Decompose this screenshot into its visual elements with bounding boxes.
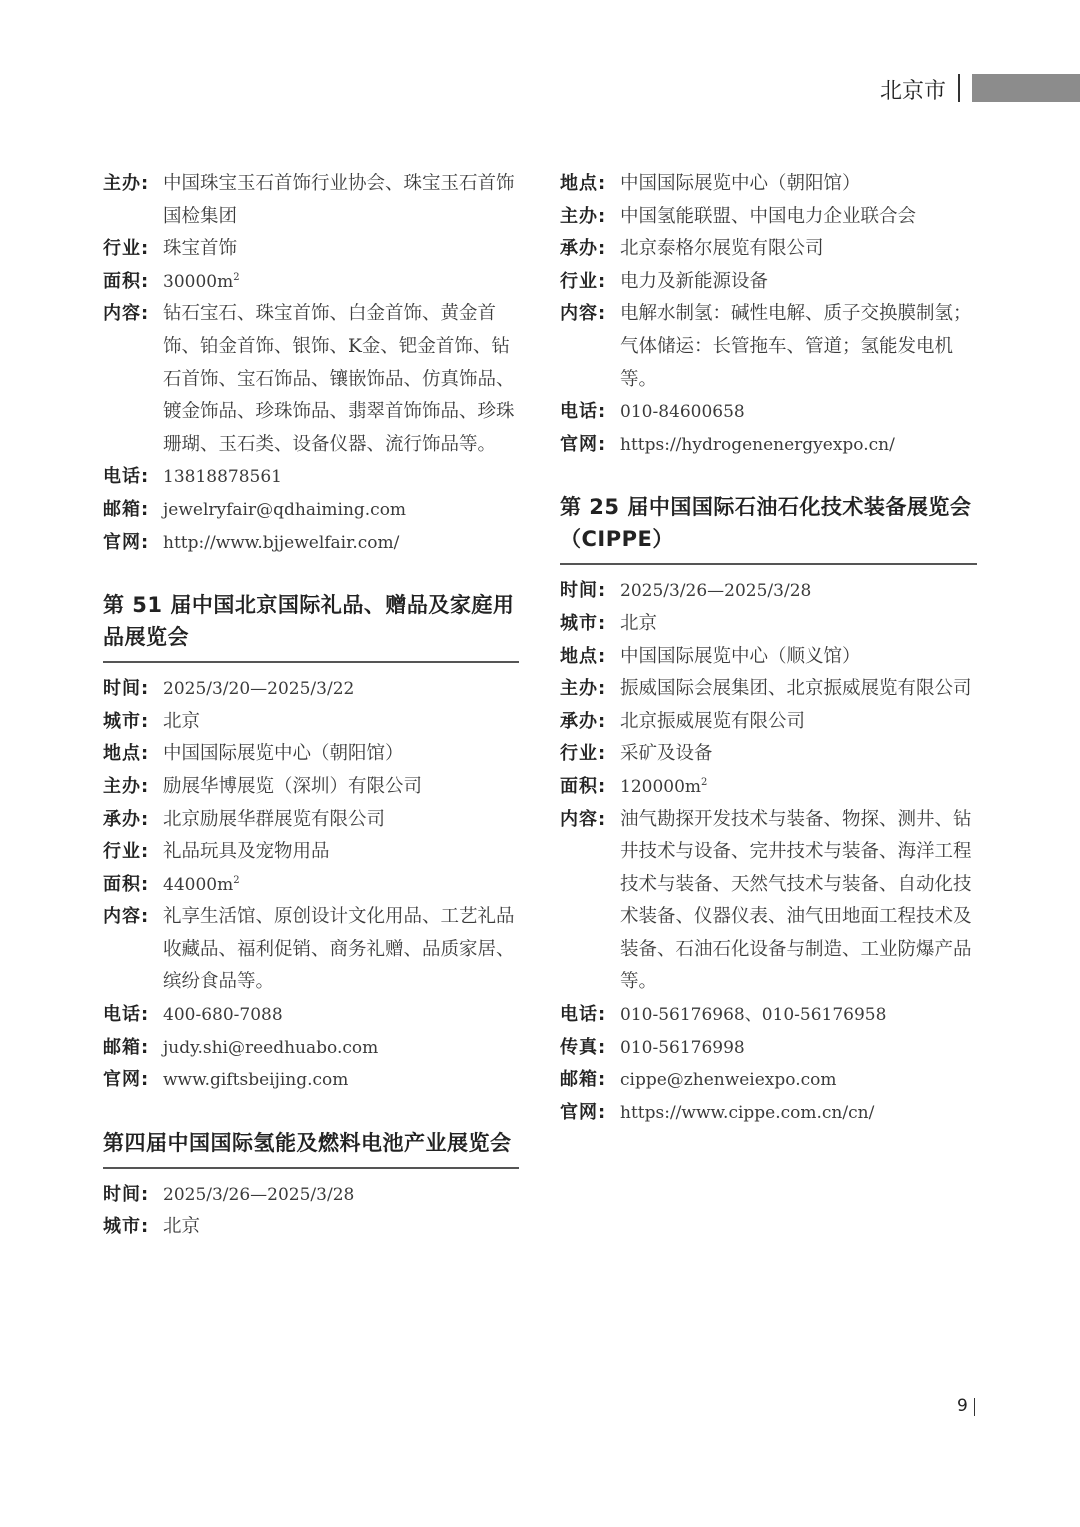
organizer-value: 振威国际会展集团、北京振威展览有限公司 bbox=[620, 678, 972, 700]
entry-hydrogen bbox=[103, 1127, 519, 1244]
host-value: 北京励展华群展览有限公司 bbox=[163, 808, 386, 830]
host-value: 北京泰格尔展览有限公司 bbox=[620, 238, 824, 260]
area-superscript: 2 bbox=[233, 271, 240, 283]
phone-value: 010-56176968、010-56176958 bbox=[620, 1005, 887, 1026]
website-link[interactable]: https://hydrogenenergyexpo.cn/ bbox=[620, 434, 895, 455]
area-number: 44000m bbox=[163, 874, 234, 895]
field-label: 电话: bbox=[560, 1004, 607, 1026]
page-number: 9 bbox=[957, 1396, 968, 1416]
phone-value: 13818878561 bbox=[163, 467, 282, 488]
entry-hydrogen-continued bbox=[560, 168, 977, 461]
field-label: 行业: bbox=[103, 841, 150, 863]
entry-title: 第 25 届中国国际石油石化技术装备展览会（CIPPE） bbox=[560, 491, 977, 565]
field-label: 主办: bbox=[103, 173, 150, 194]
header-city: 北京市 bbox=[880, 79, 947, 104]
website-link[interactable]: www.giftsbeijing.com bbox=[163, 1070, 349, 1091]
left-column bbox=[103, 168, 519, 1244]
entry-cippe bbox=[560, 491, 977, 1129]
field-label: 行业: bbox=[560, 270, 607, 292]
field-label: 面积: bbox=[560, 775, 607, 797]
area-superscript: 2 bbox=[233, 874, 240, 886]
entry-gifts bbox=[103, 589, 519, 1097]
field-label: 承办: bbox=[560, 710, 607, 732]
field-label: 承办: bbox=[560, 238, 607, 260]
field-label: 城市: bbox=[103, 710, 150, 732]
field-label: 电话: bbox=[103, 1004, 150, 1026]
field-label: 时间: bbox=[103, 678, 150, 700]
entry-jewelry bbox=[103, 168, 519, 559]
field-label: 官网: bbox=[560, 433, 607, 455]
venue-value: 中国国际展览中心（朝阳馆） bbox=[620, 173, 861, 194]
website-link[interactable]: https://www.cippe.com.cn/cn/ bbox=[620, 1102, 875, 1123]
content-value: 电解水制氢：碱性电解、质子交换膜制氢；气体储运：长管拖车、管道；氢能发电机等。 bbox=[620, 303, 972, 390]
phone-value: 400-680-7088 bbox=[163, 1005, 283, 1026]
field-label: 地点: bbox=[560, 645, 607, 667]
time-value: 2025/3/26—2025/3/28 bbox=[163, 1184, 355, 1205]
header-separator bbox=[958, 74, 960, 102]
field-label: 官网: bbox=[560, 1101, 607, 1123]
field-label: 主办: bbox=[560, 205, 607, 227]
field-label: 电话: bbox=[560, 401, 607, 423]
field-label: 面积: bbox=[103, 873, 150, 895]
field-label: 电话: bbox=[103, 466, 150, 488]
field-label: 内容: bbox=[103, 303, 150, 325]
field-label: 地点: bbox=[103, 743, 150, 765]
industry-value: 采矿及设备 bbox=[620, 743, 713, 765]
field-label: 时间: bbox=[103, 1183, 150, 1205]
area-value bbox=[163, 266, 519, 299]
field-label: 主办: bbox=[103, 775, 150, 797]
city-value: 北京 bbox=[620, 612, 658, 634]
field-label: 邮箱: bbox=[103, 1036, 150, 1058]
header-bar bbox=[972, 74, 1080, 102]
industry-value: 电力及新能源设备 bbox=[620, 270, 769, 292]
field-label: 地点: bbox=[560, 173, 607, 194]
field-label: 传真: bbox=[560, 1036, 607, 1058]
organizer-value: 励展华博展览（深圳）有限公司 bbox=[163, 775, 423, 797]
field-label: 内容: bbox=[560, 808, 607, 830]
area-value bbox=[163, 869, 519, 902]
email-link[interactable]: judy.shi@reedhuabo.com bbox=[163, 1037, 379, 1058]
phone-value: 010-84600658 bbox=[620, 402, 745, 423]
area-number: 120000m bbox=[620, 776, 702, 797]
city-value: 北京 bbox=[163, 710, 201, 732]
field-label: 内容: bbox=[560, 303, 607, 325]
time-value: 2025/3/26—2025/3/28 bbox=[620, 581, 812, 602]
website-link[interactable]: http://www.bjjewelfair.com/ bbox=[163, 532, 400, 553]
content-value: 钻石宝石、珠宝首饰、白金首饰、黄金首饰、铂金首饰、银饰、K金、钯金首饰、钻石首饰、宝石饰品、镶嵌饰品、仿真饰品、镀金饰品、珍珠饰品、翡翠首饰饰品、珍珠珊瑚、玉石类、设备仪器、流行饰品等。 bbox=[163, 303, 515, 455]
industry-value: 珠宝首饰 bbox=[163, 238, 238, 260]
field-label: 城市: bbox=[103, 1216, 150, 1238]
field-label: 行业: bbox=[103, 238, 150, 260]
field-label: 城市: bbox=[560, 612, 607, 634]
entry-title: 第 51 届中国北京国际礼品、赠品及家庭用品展览会 bbox=[103, 589, 519, 663]
time-value: 2025/3/20—2025/3/22 bbox=[163, 679, 355, 700]
field-label: 面积: bbox=[103, 270, 150, 292]
field-label: 行业: bbox=[560, 743, 607, 765]
field-label: 官网: bbox=[103, 1069, 150, 1091]
field-label: 承办: bbox=[103, 808, 150, 830]
entry-title: 第四届中国国际氢能及燃料电池产业展览会 bbox=[103, 1127, 519, 1169]
field-label: 官网: bbox=[103, 531, 150, 553]
industry-value: 礼品玩具及宠物用品 bbox=[163, 841, 330, 863]
email-link[interactable]: cippe@zhenweiexpo.com bbox=[620, 1070, 837, 1091]
email-link[interactable]: jewelryfair@qdhaiming.com bbox=[163, 499, 407, 520]
field-label: 邮箱: bbox=[560, 1069, 607, 1091]
content-value: 油气勘探开发技术与装备、物探、测井、钻井技术与设备、完井技术与装备、海洋工程技术与装备、天然气技术与装备、自动化技术装备、仪器仪表、油气田地面工程技术及装备、石油石化设备与制造、工业防爆产品等。 bbox=[620, 808, 972, 993]
organizer-value: 中国氢能联盟、中国电力企业联合会 bbox=[620, 205, 917, 227]
field-label: 主办: bbox=[560, 678, 607, 700]
field-label: 时间: bbox=[560, 580, 607, 602]
fax-value: 010-56176998 bbox=[620, 1037, 745, 1058]
organizer-value: 中国珠宝玉石首饰行业协会、珠宝玉石首饰国检集团 bbox=[163, 173, 515, 227]
area-number: 30000m bbox=[163, 271, 234, 292]
host-value: 北京振威展览有限公司 bbox=[620, 710, 806, 732]
area-value bbox=[620, 771, 977, 804]
field-label: 内容: bbox=[103, 906, 150, 928]
venue-value: 中国国际展览中心（顺义馆） bbox=[620, 645, 861, 667]
city-value: 北京 bbox=[163, 1216, 201, 1238]
field-label: 邮箱: bbox=[103, 498, 150, 520]
area-superscript: 2 bbox=[701, 776, 708, 788]
venue-value: 中国国际展览中心（朝阳馆） bbox=[163, 743, 404, 765]
right-column bbox=[560, 168, 977, 1129]
content-value: 礼享生活馆、原创设计文化用品、工艺礼品收藏品、福利促销、商务礼赠、品质家居、缤纷食品等。 bbox=[163, 906, 515, 993]
footer-separator bbox=[974, 1398, 975, 1416]
